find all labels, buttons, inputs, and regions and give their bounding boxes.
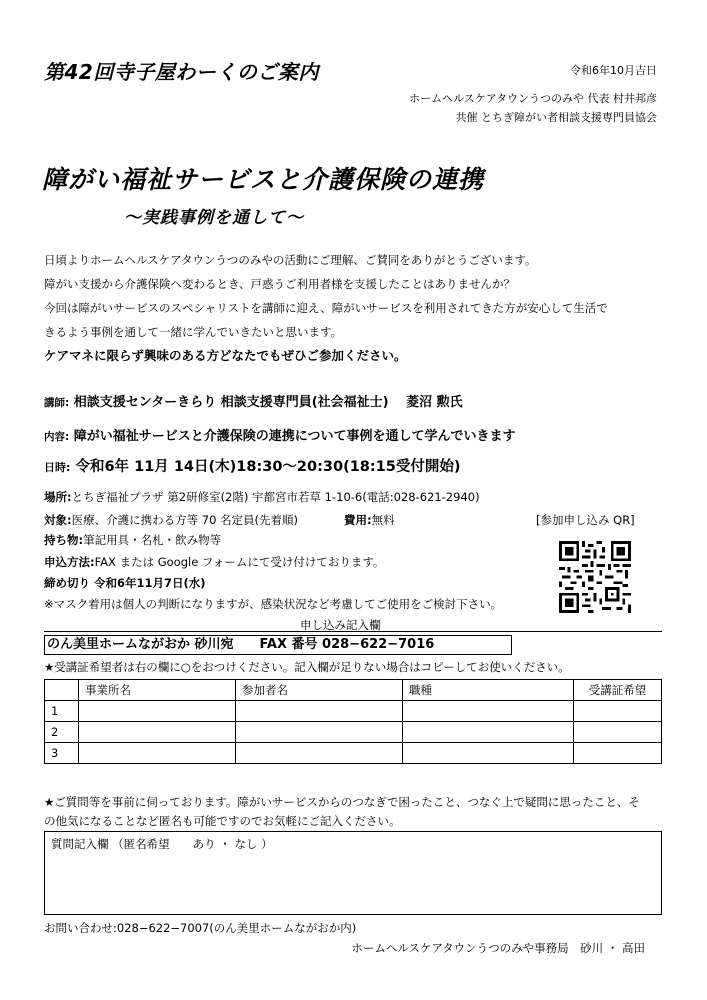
row-number: 2 — [45, 722, 79, 743]
fee-value: 無料 — [371, 513, 395, 527]
issue-date: 令和6年10月吉日 — [570, 64, 657, 77]
row-number: 1 — [45, 701, 79, 722]
participant-name-cell[interactable] — [236, 743, 403, 764]
deadline: 締め切り 令和6年11月7日(水) — [44, 576, 206, 590]
venue-label: 場所: — [44, 490, 72, 504]
content-row — [44, 425, 515, 444]
office-name-cell[interactable] — [79, 701, 236, 722]
table-row — [45, 701, 662, 722]
row-number: 3 — [45, 743, 79, 764]
intro-line: 日頃よりホームヘルスケアタウンうつのみやの活動にご理解、ご賛同をありがとうございます。 — [44, 253, 537, 267]
contact-info: お問い合わせ:028−622−7007(のん美里ホームながおか内) — [44, 921, 357, 935]
occupation-cell[interactable] — [403, 743, 574, 764]
cohost: 共催 とちぎ障がい者相談支援専門員協会 — [455, 111, 657, 124]
certificate-cell[interactable] — [574, 701, 662, 722]
certificate-note: ★受講証希望者は右の欄に○をおつけください。記入欄が足りない場合はコピーしてお使いください。 — [44, 660, 570, 674]
organizer: ホームヘルスケアタウンうつのみや 代表 村井邦彦 — [409, 92, 657, 105]
qr-code[interactable] — [559, 541, 631, 613]
intro-line: きるよう事例を通して一緒に学んでいきたいと思います。 — [44, 325, 343, 339]
column-header: 事業所名 — [79, 680, 236, 701]
lecturer-row — [44, 391, 463, 410]
datetime-label: 日時: — [44, 461, 71, 474]
table-row — [45, 722, 662, 743]
fee-row — [344, 512, 395, 528]
target-row — [44, 512, 298, 528]
question-note-line: ★ご質問等を事前に伺っております。障がいサービスからのつなぎで困ったこと、つなぐ上で疑問に思ったこと、そ — [44, 795, 640, 809]
lecturer-label: 講師: — [44, 397, 70, 409]
question-box[interactable] — [44, 831, 662, 915]
lecturer-value: 相談支援センターきらり 相談支援専門員(社会福祉士) 菱沼 勲氏 — [73, 395, 463, 410]
column-header — [45, 680, 79, 701]
intro-line: 障がい支援から介護保険へ変わるとき、戸惑うご利用者様を支援したことはありませんか？ — [44, 277, 516, 291]
form-divider — [44, 631, 662, 632]
occupation-cell[interactable] — [403, 722, 574, 743]
fee-label: 費用: — [344, 513, 372, 527]
intro-invite-line: ケアマネに限らず興味のある方どなたでもぜひご参加ください。 — [44, 348, 407, 363]
registration-table — [44, 679, 662, 764]
question-box-label: 質問記入欄 （匿名希望 あり ・ なし ） — [51, 837, 273, 851]
column-header: 参加者名 — [236, 680, 403, 701]
office-name-cell[interactable] — [79, 743, 236, 764]
certificate-cell[interactable] — [574, 722, 662, 743]
items-row — [44, 532, 221, 548]
apply-label: 申込方法: — [44, 555, 95, 569]
qr-label: [参加申し込み QR] — [536, 513, 635, 527]
question-note-line: の他気になることなど匿名も可能ですのでお気軽にご記入ください。 — [44, 814, 401, 828]
column-header: 職種 — [403, 680, 574, 701]
participant-name-cell[interactable] — [236, 701, 403, 722]
table-header-row — [45, 680, 662, 701]
intro-text — [44, 248, 608, 368]
target-label: 対象: — [44, 513, 72, 527]
items-label: 持ち物: — [44, 533, 84, 547]
content-value: 障がい福祉サービスと介護保険の連携について事例を通して学んでいきます — [73, 429, 516, 444]
venue-row — [44, 489, 480, 505]
intro-line: 今回は障がいサービスのスペシャリストを講師に迎え、障がいサービスを利用されてきた方が安心して生活で — [44, 301, 608, 315]
items-value: 筆記用具・名札・飲み物等 — [83, 533, 222, 547]
series-title: 第42回寺子屋わーくのご案内 — [44, 60, 319, 84]
fax-line: のん美里ホームながおか 砂川宛 FAX 番号 028−622−7016 — [44, 635, 512, 655]
column-header: 受講証希望 — [574, 680, 662, 701]
apply-value: FAX または Google フォームにて受け付けております。 — [94, 555, 385, 569]
occupation-cell[interactable] — [403, 701, 574, 722]
office-name-cell[interactable] — [79, 722, 236, 743]
form-header: 申し込み記入欄 — [300, 618, 381, 632]
target-value: 医療、介護に携わる方等 70 名定員(先着順) — [71, 513, 299, 527]
main-title: 障がい福祉サービスと介護保険の連携 — [42, 165, 485, 194]
sub-title: 〜実践事例を通して〜 — [124, 208, 304, 228]
mask-note: ※マスク着用は個人の判断になりますが、感染状況など考慮してご使用をご検討下さい。 — [44, 597, 503, 611]
apply-row — [44, 554, 384, 570]
content-label: 内容: — [44, 431, 70, 443]
table-row — [45, 743, 662, 764]
datetime-row — [44, 455, 460, 476]
office-info: ホームヘルスケアタウンうつのみや事務局 砂川 ・ 高田 — [351, 941, 645, 955]
datetime-value: 令和6年 11月 14日(木)18:30〜20:30(18:15受付開始) — [75, 459, 461, 475]
venue-value: とちぎ福祉プラザ 第2研修室(2階) 宇都宮市若草 1-10-6(電話:028-621-2940) — [71, 490, 480, 504]
question-note — [44, 793, 674, 831]
participant-name-cell[interactable] — [236, 722, 403, 743]
certificate-cell[interactable] — [574, 743, 662, 764]
